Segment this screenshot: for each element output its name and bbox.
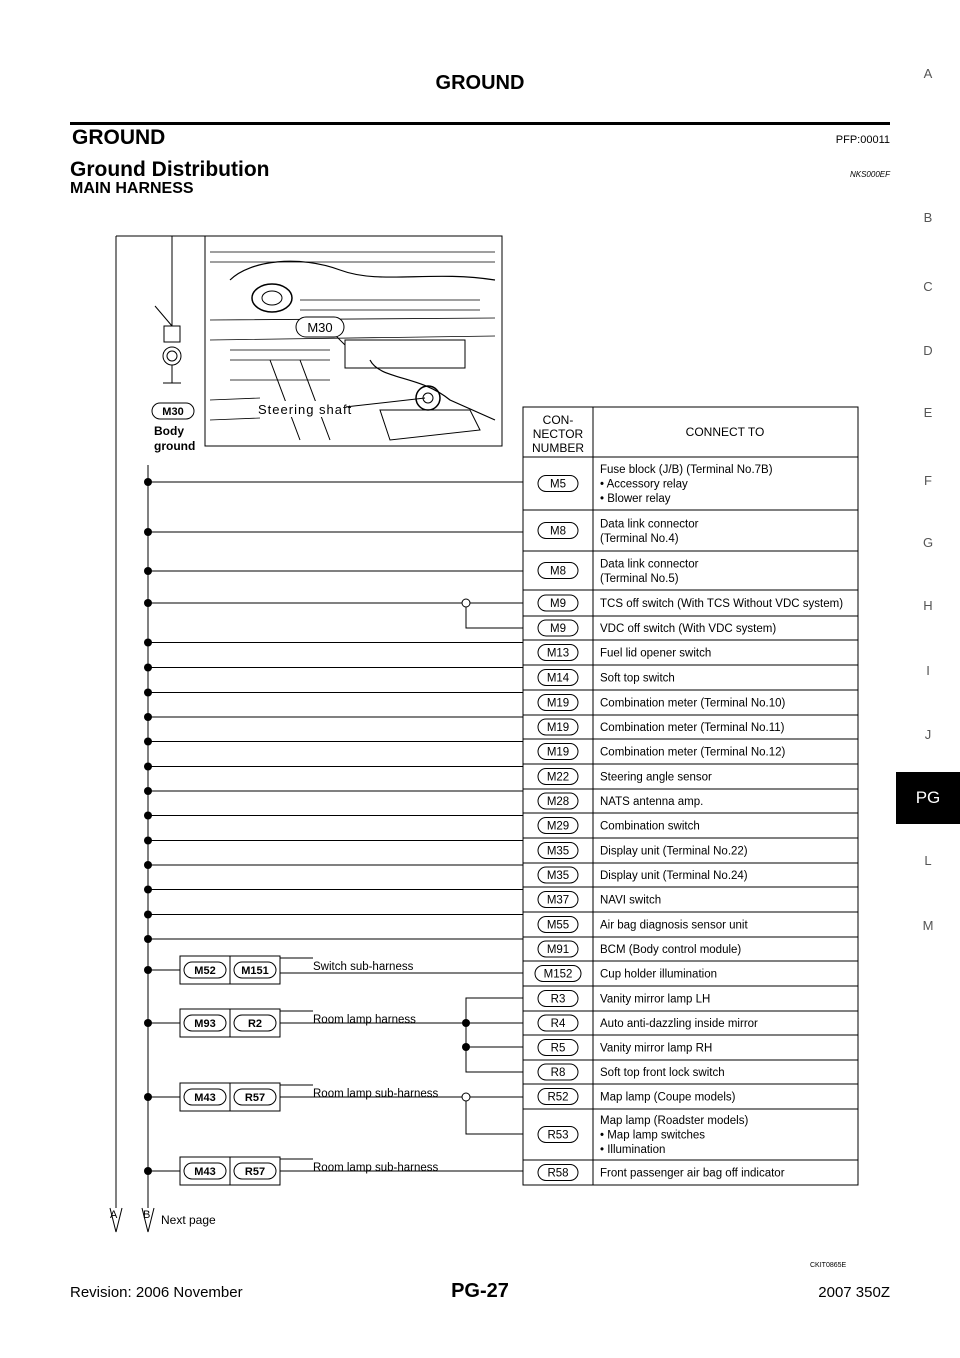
next-page-b: B xyxy=(143,1209,151,1221)
splice-dot xyxy=(144,886,152,894)
splice-dot xyxy=(144,713,152,721)
harness-name: Switch sub-harness xyxy=(313,961,414,973)
connect-to-text: Soft top switch xyxy=(600,672,675,685)
connector-label: M37 xyxy=(546,894,570,907)
side-index-pg[interactable]: PG xyxy=(896,772,960,824)
connector-label: M8 xyxy=(550,525,566,538)
connector-label: M8 xyxy=(550,565,566,578)
connector-label: M5 xyxy=(550,478,566,491)
side-index-b[interactable]: B xyxy=(923,210,933,225)
joint-left-connector: M93 xyxy=(194,1018,216,1030)
connect-to-text: Map lamp (Roadster models) xyxy=(600,1115,749,1127)
connector-label: R53 xyxy=(547,1129,569,1142)
connect-to-text: Soft top front lock switch xyxy=(600,1067,725,1079)
joint-right-connector: R2 xyxy=(247,1018,263,1030)
connector-label: M35 xyxy=(546,845,570,858)
connect-to-text: NATS antenna amp. xyxy=(600,796,704,808)
splice-dot xyxy=(144,935,152,943)
main-harness-heading: MAIN HARNESS xyxy=(70,180,194,197)
connect-to-text: VDC off switch (With VDC system) xyxy=(600,623,777,635)
joint-left-connector: M43 xyxy=(194,1092,216,1104)
ground-wires xyxy=(144,478,523,943)
connect-to-text: Front passenger air bag off indicator xyxy=(600,1167,785,1180)
connector-label: M29 xyxy=(546,820,570,833)
side-index-l[interactable]: L xyxy=(924,853,932,868)
footer-revision: Revision: 2006 November xyxy=(70,1284,243,1301)
connect-to-text: Combination meter (Terminal No.11) xyxy=(600,722,785,734)
splice-dot xyxy=(144,812,152,820)
connect-to-text: (Terminal No.4) xyxy=(600,532,679,545)
connect-to-text: NAVI switch xyxy=(600,894,662,907)
connector-label: M19 xyxy=(546,697,570,710)
table-header-connector: CON- xyxy=(542,413,574,427)
connect-to-text: Data link connector xyxy=(600,518,699,531)
connector-label: R5 xyxy=(550,1042,566,1055)
connect-to-text: Combination meter (Terminal No.10) xyxy=(600,697,786,710)
connector-label: M28 xyxy=(546,796,570,808)
joint-right-connector: R57 xyxy=(244,1092,266,1104)
connect-to-text: Vanity mirror lamp LH xyxy=(600,993,711,1006)
figure-caption: CKIT0865E xyxy=(810,1262,847,1269)
connector-label: M22 xyxy=(546,771,570,784)
joint-right-connector: M151 xyxy=(241,965,269,977)
side-index-c[interactable]: C xyxy=(923,279,933,294)
connector-label: M13 xyxy=(546,647,570,660)
footer-page-number: PG-27 xyxy=(451,1280,509,1302)
connect-to-text: (Terminal No.5) xyxy=(600,572,679,585)
connect-to-text: Data link connector xyxy=(600,558,699,571)
joint-left-connector: M43 xyxy=(194,1166,216,1178)
side-index-f[interactable]: F xyxy=(924,473,932,488)
splice-dot xyxy=(144,787,152,795)
splice-dot xyxy=(144,599,152,607)
splice-dot xyxy=(144,763,152,771)
connect-to-text: Fuse block (J/B) (Terminal No.7B) xyxy=(600,464,773,476)
connect-to-text: Combination switch xyxy=(600,820,700,833)
subsection-code: NKS000EF xyxy=(849,170,890,179)
joint-left-connector: M52 xyxy=(194,965,216,977)
splice-dot xyxy=(144,528,152,536)
splice-dot xyxy=(144,478,152,486)
connect-to-text: Display unit (Terminal No.22) xyxy=(600,845,748,858)
body-ground-connector: M30 xyxy=(162,406,184,418)
connect-to-text: Cup holder illumination xyxy=(600,968,717,981)
connect-to-text: • Illumination xyxy=(600,1144,666,1156)
side-index-h[interactable]: H xyxy=(923,598,933,613)
next-page-label: Next page xyxy=(161,1213,216,1227)
connect-to-text: • Blower relay xyxy=(600,493,671,505)
splice-dot xyxy=(144,567,152,575)
connector-label: M14 xyxy=(546,672,570,685)
side-index-i[interactable]: I xyxy=(926,663,930,678)
connect-to-text: Display unit (Terminal No.24) xyxy=(600,870,748,882)
side-index-a[interactable]: A xyxy=(923,66,933,81)
splice-dot xyxy=(144,738,152,746)
connector-label: R3 xyxy=(550,993,566,1006)
splice-dot xyxy=(144,664,152,672)
splice-dot xyxy=(144,911,152,919)
connect-to-text: Combination meter (Terminal No.12) xyxy=(600,746,786,759)
splice-dot xyxy=(144,689,152,697)
harness-name: Room lamp sub-harness xyxy=(313,1088,439,1100)
connect-to-text: Auto anti-dazzling inside mirror xyxy=(600,1018,758,1030)
splice-dot xyxy=(144,861,152,869)
connect-to-text: Steering angle sensor xyxy=(600,771,712,784)
subsection-title: Ground Distribution xyxy=(70,158,270,181)
connect-to-text: Fuel lid opener switch xyxy=(600,647,712,660)
photo-connector-label: M30 xyxy=(307,320,333,335)
splice-dot xyxy=(144,639,152,647)
table-header-connector: NUMBER xyxy=(531,441,585,455)
body-ground-label-2: ground xyxy=(154,439,196,453)
connect-to-text: • Accessory relay xyxy=(600,478,688,491)
photo-part-label: Steering shaft xyxy=(258,402,353,417)
table-header-connect-to: CONNECT TO xyxy=(685,425,765,439)
connect-to-text: Vanity mirror lamp RH xyxy=(600,1042,713,1055)
connector-label: M9 xyxy=(550,598,566,610)
connector-label: M55 xyxy=(546,919,570,932)
connector-label: M19 xyxy=(546,746,570,759)
connector-label: M19 xyxy=(546,722,570,734)
side-index-m[interactable]: M xyxy=(922,918,934,933)
connect-to-text: TCS off switch (With TCS Without VDC system) xyxy=(600,598,844,610)
page-header-title: GROUND xyxy=(435,72,525,94)
harness-name: Room lamp harness xyxy=(313,1014,416,1026)
harness-joints xyxy=(144,956,523,1185)
connector-label: M9 xyxy=(550,623,566,635)
splice-dot xyxy=(144,837,152,845)
footer-model: 2007 350Z xyxy=(818,1284,890,1301)
connector-label: R52 xyxy=(547,1091,569,1104)
steering-shaft-photo xyxy=(205,236,502,446)
connector-label: M35 xyxy=(546,870,570,882)
section-title: GROUND xyxy=(72,126,166,149)
side-index-j[interactable]: J xyxy=(924,727,932,742)
connector-label: M91 xyxy=(546,944,570,956)
connector-label: R58 xyxy=(547,1167,569,1180)
side-index-g[interactable]: G xyxy=(922,535,934,550)
connect-to-text: Map lamp (Coupe models) xyxy=(600,1091,736,1104)
connector-label: R8 xyxy=(550,1067,566,1079)
connector-label: R4 xyxy=(550,1018,566,1030)
joint-right-connector: R57 xyxy=(244,1166,266,1178)
next-page-a: A xyxy=(110,1209,118,1221)
connect-to-text: BCM (Body control module) xyxy=(600,944,742,956)
harness-name: Room lamp sub-harness xyxy=(313,1162,439,1174)
table-header-connector: NECTOR xyxy=(532,427,584,441)
connector-label: M152 xyxy=(543,968,573,981)
connector-table xyxy=(523,407,858,1185)
connect-to-text: Air bag diagnosis sensor unit xyxy=(600,919,748,932)
side-index-e[interactable]: E xyxy=(923,405,933,420)
connect-to-text: • Map lamp switches xyxy=(600,1129,706,1142)
body-ground-label-1: Body xyxy=(154,424,184,438)
side-index-d[interactable]: D xyxy=(923,343,933,358)
pfp-code: PFP:00011 xyxy=(835,134,890,146)
